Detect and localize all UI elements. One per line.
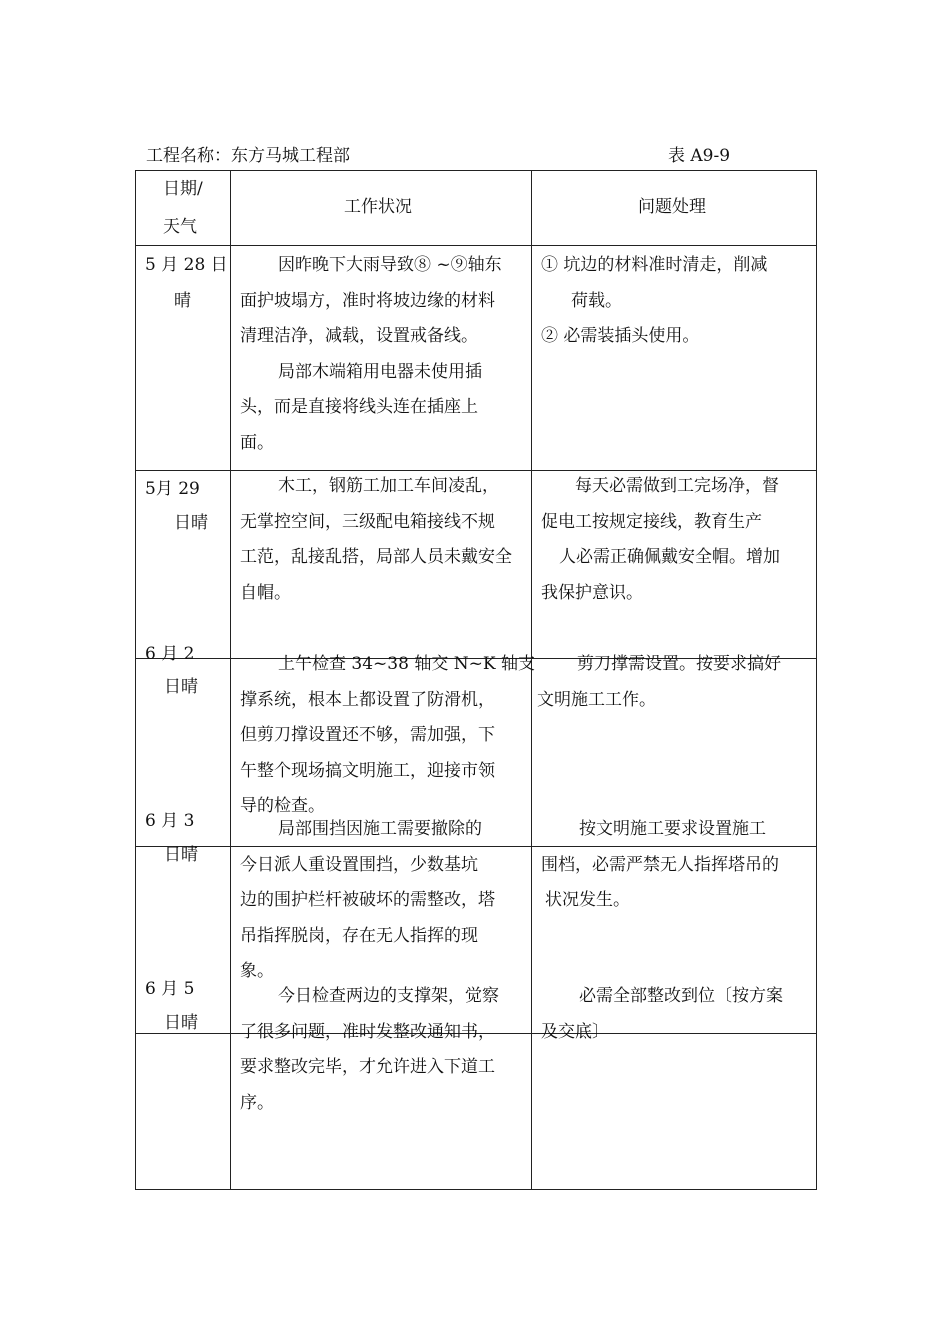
entry-handling: 必需全部整改到位〔按方案 及交底〕 (541, 986, 783, 1042)
entry-weather: 日晴 (164, 677, 198, 697)
form-number: 表 A9-9 (668, 146, 731, 166)
header-row-line (135, 245, 817, 246)
table-border-left (135, 170, 136, 1190)
problem-handling-header: 问题处理 (638, 197, 706, 217)
entry-work: 局部围挡因施工需要撤除的 今日派人重设置围挡，少数基坑 边的围护栏杆被破坏的需整改，塔 吊指挥脱岗，存在无人指挥的现 象。 (240, 819, 495, 981)
entry-work: 因昨晚下大雨导致⑧ ~⑨轴东 面护坡塌方，准时将坡边缘的材料 清理洁净，减载，设置戒备线。 局部木端箱用电器未使用插 头，而是直接将线头连在插座上 面。 (240, 255, 502, 453)
entry-work: 木工，钢筋工加工车间凌乱， 无掌控空间，三级配电箱接线不规 工范，乱接乱搭，局部人员未戴安全 自帽。 (240, 476, 512, 603)
work-status-header: 工作状况 (344, 197, 412, 217)
entry-handling: 每天必需做到工完场净，督 促电工按规定接线，教育生产 人必需正确佩戴安全帽。增加 我保护意识。 (541, 476, 780, 603)
entry-date: 5 月 28 日 (145, 255, 228, 275)
entry-weather: 晴 (174, 291, 191, 311)
table-border-top (135, 170, 817, 171)
entry-handling: ① 坑边的材料准时清走，削减 荷载。 ② 必需装插头使用。 (541, 255, 768, 346)
entry-date: 6 月 3 (145, 811, 195, 831)
table-border-bottom (135, 1189, 817, 1190)
date-header: 日期/ (163, 179, 203, 199)
entry-work: 上午检查 34~38 轴交 N~K 轴支 撑系统，根本上都设置了防滑机， 但剪刀撑设置还不够，需加强，下 午整个现场搞文明施工，迎接市领 导的检查。 (240, 654, 535, 816)
entry-date: 6 月 5 (145, 979, 195, 999)
table-border-right (816, 170, 817, 1190)
entry-weather: 日晴 (174, 513, 208, 533)
entry-weather: 日晴 (164, 1013, 198, 1033)
entry-date: 5月 29 (145, 479, 200, 499)
entry-handling: 剪刀撑需设置。按要求搞好 文明施工工作。 (537, 654, 781, 710)
weather-header: 天气 (163, 217, 197, 237)
entry-handling: 按文明施工要求设置施工 围档，必需严禁无人指挥塔吊的 状况发生。 (541, 819, 779, 910)
column-line (230, 170, 231, 1190)
entry-weather: 日晴 (164, 845, 198, 865)
entry-date: 6 月 2 (145, 644, 195, 664)
entry-work: 今日检查两边的支撑架，觉察 了很多问题，准时发整改通知书， 要求整改完毕，才允许进入下道工 序。 (240, 986, 499, 1113)
project-name: 工程名称：东方马城工程部 (146, 146, 350, 166)
